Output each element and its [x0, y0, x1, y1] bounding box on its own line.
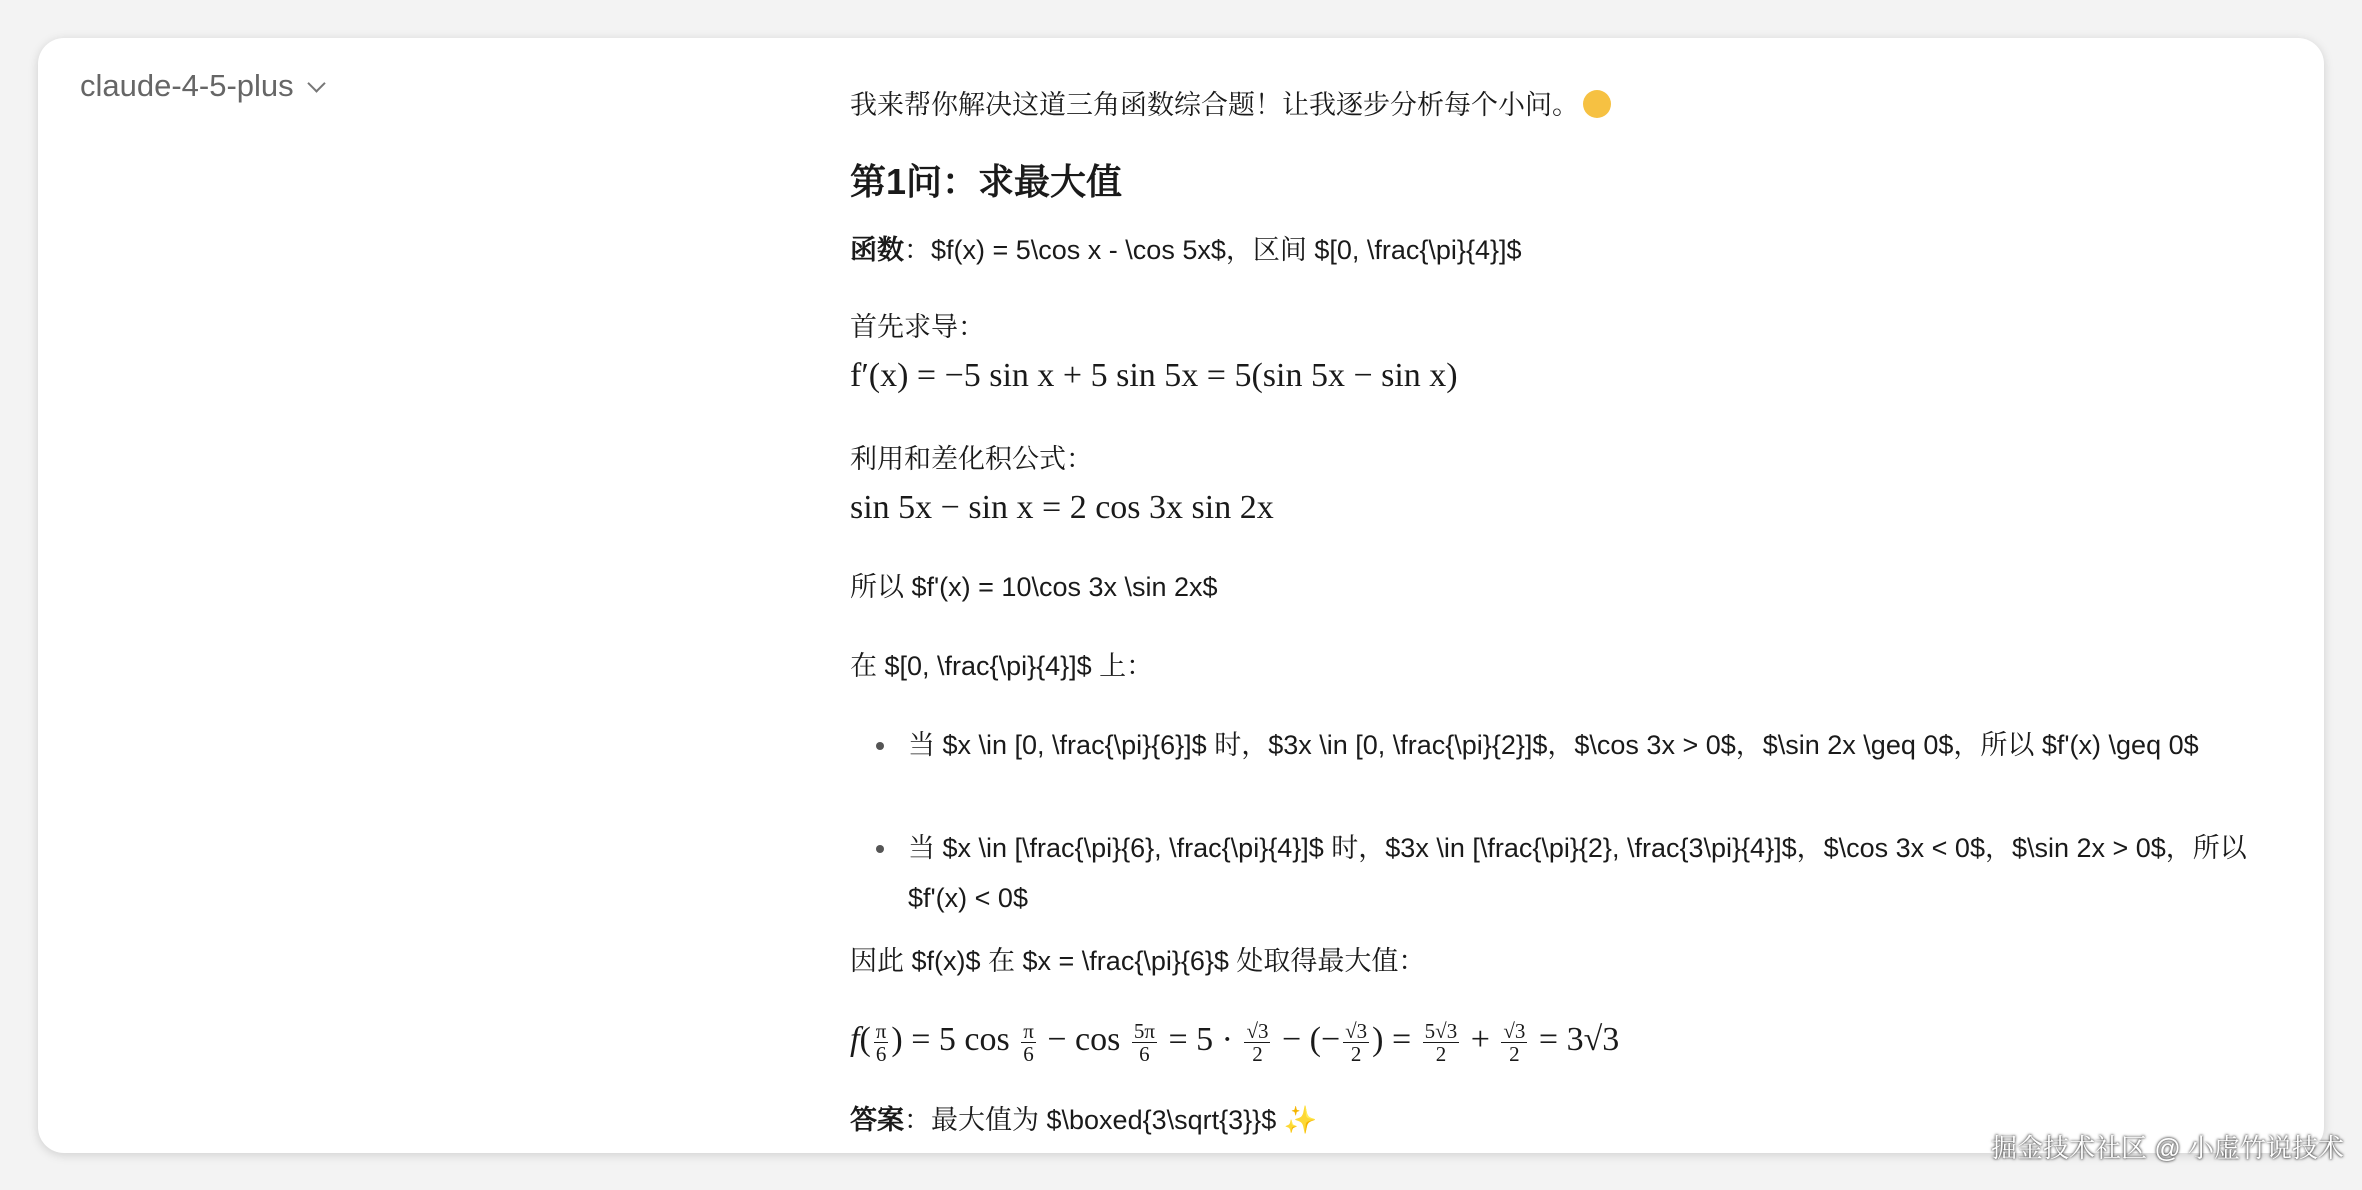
function-label: 函数 [850, 235, 904, 265]
watermark: 掘金技术社区 @ 小虚竹说技术 [1991, 1133, 2344, 1163]
function-line [850, 230, 1522, 270]
derivative-formula: f′(x) = −5 sin x + 5 sin 5x = 5(sin 5x − sin x) [850, 357, 1458, 394]
so-text: 所以 $f'(x) = 10\cos 3x \sin 2x$ [850, 572, 1218, 602]
answer-line [850, 1100, 1317, 1140]
therefore-text: 因此 $f(x)$ 在 $x = \frac{\pi}{6}$ 处取得最大值： [850, 946, 1426, 976]
chat-panel [38, 38, 2324, 1153]
sparkles-icon: ✨ [1283, 1105, 1318, 1135]
identity-formula: sin 5x − sin x = 2 cos 3x sin 2x [850, 489, 1274, 526]
function-text: ：$f(x) = 5\cos x - \cos 5x$，区间 $[0, \frac{\pi}{4}]$ [904, 235, 1522, 265]
derive-label: 首先求导： [850, 312, 985, 342]
smile-emoji-icon [1583, 90, 1611, 118]
identity-label: 利用和差化积公式： [850, 444, 1093, 474]
answer-label: 答案 [850, 1105, 904, 1135]
model-selector[interactable] [80, 68, 323, 104]
list-item: 当 $x \in [\frac{\pi}{6}, \frac{\pi}{4}]$ 时，$3x \in [\frac{\pi}{2}, \frac{3\pi}{4}]$，$\cos 3x < 0$，$\sin 2x > 0$，所以 $f'(x) < 0$ [850, 823, 2250, 923]
max-value-formula: f( $\frac{\pi}{6}$ ) = 5 cos $\frac{\pi}{6}$ − cos $\frac{5\pi}{6}$ = 5 · $\frac{√3}{2}$ − (− $\frac{√3}{2}$ ) = $\frac{5√3}{2}$ + $\frac{√3}{2}$ = 3√3 [850, 1018, 1620, 1066]
model-name: claude-4-5-plus [80, 68, 294, 103]
list-item: 当 $x \in [0, \frac{\pi}{6}]$ 时，$3x \in [0, \frac{\pi}{2}]$，$\cos 3x > 0$，$\sin 2x \geq 0$，所以 $f'(x) \geq 0$ [850, 720, 2250, 770]
answer-text: ：最大值为 $\boxed{3\sqrt{3}}$ [904, 1105, 1277, 1135]
chevron-down-icon [307, 74, 325, 92]
interval-text: 在 $[0, \frac{\pi}{4}]$ 上： [850, 651, 1154, 681]
section-heading: 第1问：求最大值 [850, 161, 1123, 202]
intro-label: 我来帮你解决这道三角函数综合题！让我逐步分析每个小问。 [850, 90, 1579, 120]
intro-text [850, 85, 1611, 125]
